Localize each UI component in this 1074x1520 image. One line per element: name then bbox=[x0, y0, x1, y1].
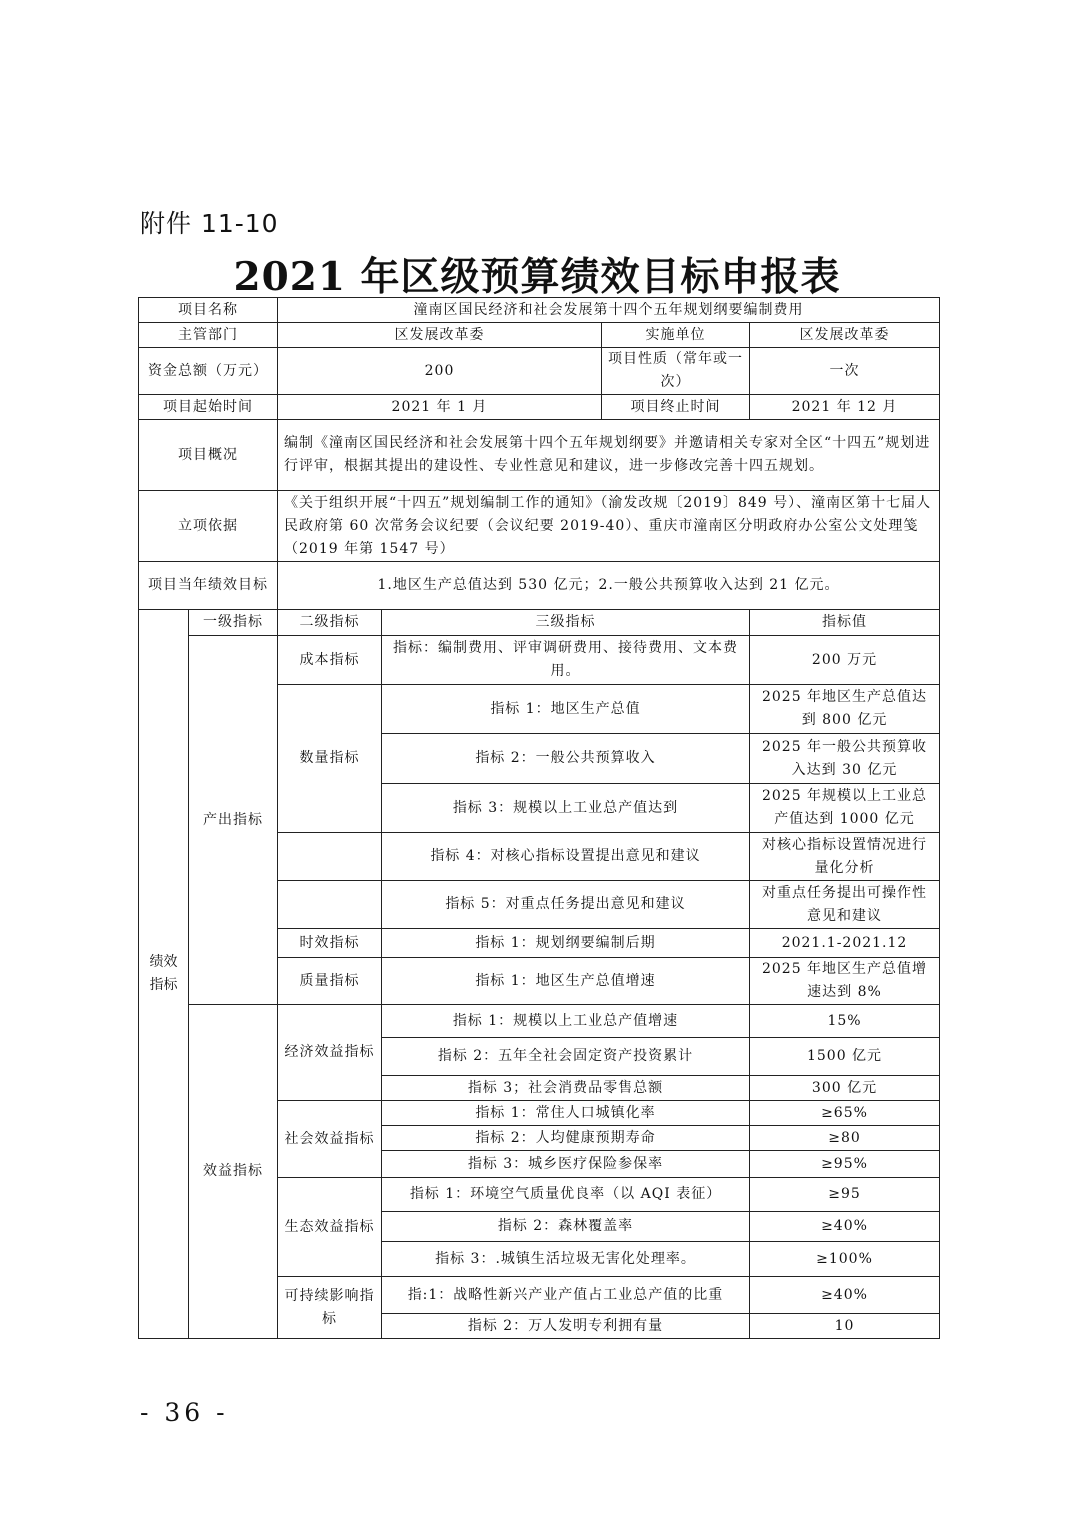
indicator-cell: 指标 1：规模以上工业总产值增速 bbox=[382, 1005, 750, 1038]
social-label: 社会效益指标 bbox=[278, 1101, 382, 1178]
eco-label: 生态效益指标 bbox=[278, 1178, 382, 1277]
value-cell: 15% bbox=[750, 1005, 940, 1038]
value-cell: 10 bbox=[750, 1314, 940, 1339]
overview-label: 项目概况 bbox=[139, 420, 278, 491]
project-name-value: 潼南区国民经济和社会发展第十四个五年规划纲要编制费用 bbox=[278, 298, 940, 323]
value-cell: 2025 年规模以上工业总产值达到 1000 亿元 bbox=[750, 784, 940, 833]
project-name-label: 项目名称 bbox=[139, 298, 278, 323]
value-cell: ≥65% bbox=[750, 1101, 940, 1126]
value-cell: 1500 亿元 bbox=[750, 1038, 940, 1076]
end-label: 项目终止时间 bbox=[602, 395, 750, 420]
table-row bbox=[139, 1005, 940, 1038]
quantity-label: 数量指标 bbox=[278, 685, 382, 833]
value-cell: ≥95% bbox=[750, 1151, 940, 1178]
row-funds bbox=[139, 348, 940, 395]
header-level3: 三级指标 bbox=[382, 610, 750, 636]
value-cell: ≥95 bbox=[750, 1178, 940, 1212]
start-value: 2021 年 1 月 bbox=[278, 395, 602, 420]
value-cell: ≥100% bbox=[750, 1242, 940, 1277]
basis-label: 立项依据 bbox=[139, 491, 278, 562]
header-value: 指标值 bbox=[750, 610, 940, 636]
row-department bbox=[139, 323, 940, 348]
sustain-label: 可持续影响指标 bbox=[278, 1277, 382, 1339]
table-row bbox=[139, 636, 940, 685]
indicator-cell: 指标 1：常住人口城镇化率 bbox=[382, 1101, 750, 1126]
value-cell: 2025 年地区生产总值达到 800 亿元 bbox=[750, 685, 940, 734]
indicator-cell: 指标 3：城乡医疗保险参保率 bbox=[382, 1151, 750, 1178]
value-cell: 2021.1-2021.12 bbox=[750, 929, 940, 958]
value-cell: 对核心指标设置情况进行量化分析 bbox=[750, 833, 940, 881]
goal-value: 1.地区生产总值达到 530 亿元；2.一般公共预算收入达到 21 亿元。 bbox=[278, 562, 940, 610]
value-cell: 2025 年一般公共预算收入达到 30 亿元 bbox=[750, 734, 940, 784]
page-title: 2021 年区级预算绩效目标申报表 bbox=[233, 254, 841, 300]
benefit-label: 效益指标 bbox=[189, 1005, 278, 1339]
value-cell: 300 亿元 bbox=[750, 1076, 940, 1101]
indicator-cell: 指标 1：规划纲要编制后期 bbox=[382, 929, 750, 958]
cost-label: 成本指标 bbox=[278, 636, 382, 685]
page-number: - 36 - bbox=[140, 1398, 229, 1427]
indicator-cell: 指标 1：环境空气质量优良率（以 AQI 表征） bbox=[382, 1178, 750, 1212]
nature-value: 一次 bbox=[750, 348, 940, 395]
empty-cell bbox=[278, 881, 382, 929]
indicator-cell: 指标 5：对重点任务提出意见和建议 bbox=[382, 881, 750, 929]
indicator-cell: 指标 3：规模以上工业总产值达到 bbox=[382, 784, 750, 833]
indicator-cell: 指标 1：地区生产总值增速 bbox=[382, 958, 750, 1005]
start-label: 项目起始时间 bbox=[139, 395, 278, 420]
value-cell: ≥80 bbox=[750, 1126, 940, 1151]
indicator-cell: 指标 2：万人发明专利拥有量 bbox=[382, 1314, 750, 1339]
funds-label: 资金总额（万元） bbox=[139, 348, 278, 395]
empty-cell bbox=[278, 833, 382, 881]
quality-label: 质量指标 bbox=[278, 958, 382, 1005]
attachment-number: 附件 11-10 bbox=[140, 209, 279, 238]
time-label: 时效指标 bbox=[278, 929, 382, 958]
indicator-cell: 指标 2：森林覆盖率 bbox=[382, 1212, 750, 1242]
indicator-cell: 指标 3；社会消费品零售总额 bbox=[382, 1076, 750, 1101]
value-cell: 对重点任务提出可操作性意见和建议 bbox=[750, 881, 940, 929]
row-annual-goal bbox=[139, 562, 940, 610]
indicator-cell: 指标 3：.城镇生活垃圾无害化处理率。 bbox=[382, 1242, 750, 1277]
header-level2: 二级指标 bbox=[278, 610, 382, 636]
budget-performance-table bbox=[138, 297, 940, 1339]
row-project-name bbox=[139, 298, 940, 323]
dept-label: 主管部门 bbox=[139, 323, 278, 348]
funds-value: 200 bbox=[278, 348, 602, 395]
dept-value: 区发展改革委 bbox=[278, 323, 602, 348]
end-value: 2021 年 12 月 bbox=[750, 395, 940, 420]
indicator-cell: 指标 2：一般公共预算收入 bbox=[382, 734, 750, 784]
indicator-cell: 指标 2：五年全社会固定资产投资累计 bbox=[382, 1038, 750, 1076]
indicator-cell: 指:1：战略性新兴产业产值占工业总产值的比重 bbox=[382, 1277, 750, 1314]
unit-label: 实施单位 bbox=[602, 323, 750, 348]
indicator-cell: 指标 4：对核心指标设置提出意见和建议 bbox=[382, 833, 750, 881]
row-dates bbox=[139, 395, 940, 420]
value-cell: 200 万元 bbox=[750, 636, 940, 685]
indicator-cell: 指标 1：地区生产总值 bbox=[382, 685, 750, 734]
basis-value: 《关于组织开展“十四五”规划编制工作的通知》（渝发改规〔2019〕849 号）、潼南区第十七届人民政府第 60 次常务会议纪要（会议纪要 2019-40）、重庆市潼南区分明政府办公室公文处理笺（2019 年第 1547 号） bbox=[278, 491, 940, 562]
goal-label: 项目当年绩效目标 bbox=[139, 562, 278, 610]
overview-value: 编制《潼南区国民经济和社会发展第十四个五年规划纲要》并邀请相关专家对全区“十四五”规划进行评审，根据其提出的建设性、专业性意见和建议，进一步修改完善十四五规划。 bbox=[278, 420, 940, 491]
value-cell: ≥40% bbox=[750, 1277, 940, 1314]
perf-side-label: 绩效指标 bbox=[139, 610, 189, 1339]
unit-value: 区发展改革委 bbox=[750, 323, 940, 348]
output-label: 产出指标 bbox=[189, 636, 278, 1005]
value-cell: 2025 年地区生产总值增速达到 8% bbox=[750, 958, 940, 1005]
indicator-cell: 指标 2：人均健康预期寿命 bbox=[382, 1126, 750, 1151]
indicator-cell: 指标：编制费用、评审调研费用、接待费用、文本费用。 bbox=[382, 636, 750, 685]
nature-label: 项目性质（常年或一次） bbox=[602, 348, 750, 395]
header-level1: 一级指标 bbox=[189, 610, 278, 636]
econ-label: 经济效益指标 bbox=[278, 1005, 382, 1101]
row-overview bbox=[139, 420, 940, 491]
row-basis bbox=[139, 491, 940, 562]
value-cell: ≥40% bbox=[750, 1212, 940, 1242]
indicator-header-row bbox=[139, 610, 940, 636]
